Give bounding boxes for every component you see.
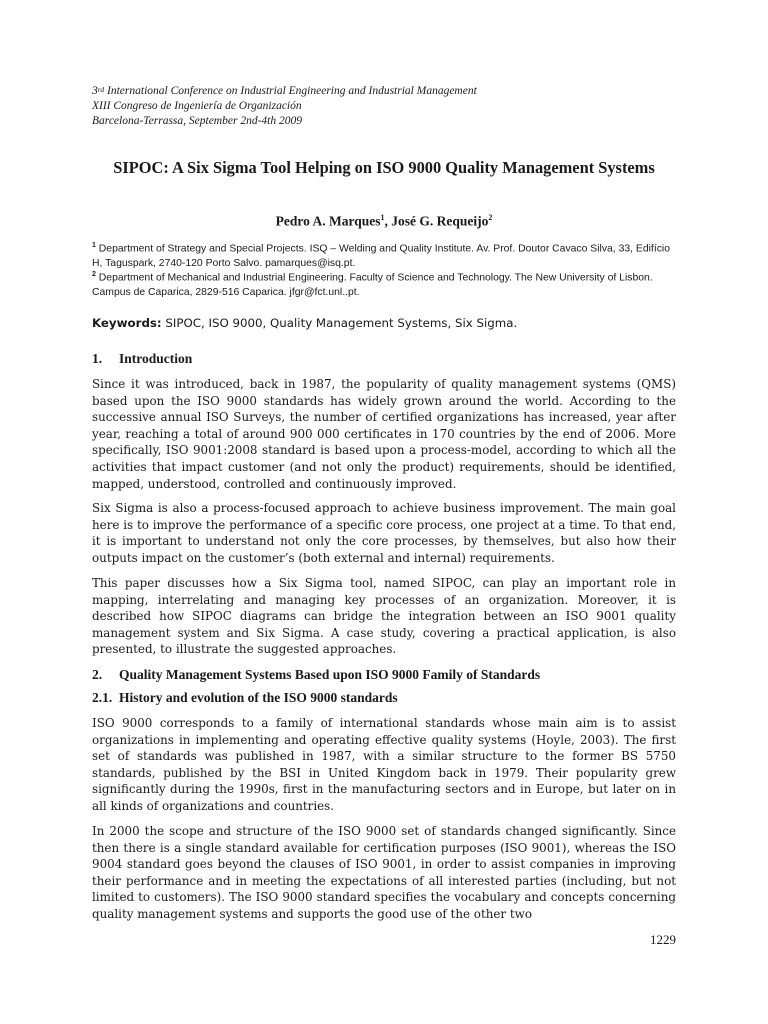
keywords-label: Keywords: bbox=[92, 316, 162, 330]
conference-line-1: 3rd International Conference on Industrial Engineering and Industrial Management bbox=[92, 85, 477, 97]
affiliation-1: $^1$ Department of Strategy and Special Projects. ISQ – Welding and Quality Institute. Av. Prof. Doutor Cavaco Silva, 33, Edifício H, Taguspark, 2740-120 Porto Salvo. pamarques@isq.pt. bbox=[92, 242, 670, 269]
paragraph-4: ISO 9000 corresponds to a family of international standards whose main aim is to assist organizations in implementing and operating effective quality systems (Hoyle, 2003). The first set of standards was published in 1987, with a similar structure to the former BS 5750 standards, published by the BSI in United Kingdom back in 1979. Their popularity grew significantly during the 1990s, first in the manufacturing sectors and in Europe, but later on in all kinds of organizations and countries. bbox=[92, 716, 676, 813]
paper-title: SIPOC: A Six Sigma Tool Helping on ISO 9000 Quality Management Systems bbox=[113, 158, 655, 177]
conference-line-2: XIII Congreso de Ingeniería de Organización bbox=[92, 100, 302, 112]
affiliation-2: $^2$ Department of Mechanical and Industrial Engineering. Faculty of Science and Technology. The New University of Lisbon. Campus de Caparica, 2829-516 Caparica. jfgr@fct.unl..pt. bbox=[92, 271, 653, 298]
section-heading-qms: 2. Quality Management Systems Based upon ISO 9000 Family of Standards bbox=[92, 667, 541, 682]
page-number: 1229 bbox=[650, 932, 676, 947]
paragraph-3: This paper discusses how a Six Sigma tool, named SIPOC, can play an important role in mapping, interrelating and managing key processes of an organization. Moreover, it is described how SIPOC diagrams can bridge the integration between an ISO 9001 quality management system and Six Sigma. A case study, covering a practical application, is also presented, to illustrate the suggested approaches. bbox=[92, 576, 676, 657]
keywords-text: SIPOC, ISO 9000, Quality Management Systems, Six Sigma. bbox=[161, 316, 518, 330]
paragraph-5: In 2000 the scope and structure of the ISO 9000 set of standards changed significantly. Since then there is a single standard available for certification purposes (ISO 9001), whereas the ISO 9004 standard goes beyond the clauses of ISO 9001, in order to assist companies in improving their performance and in meeting the expectations of all interested parties (including, but not limited to customers). The ISO 9000 standard specifies the vocabulary and concepts concerning quality management systems and supports the good use of the other two bbox=[92, 824, 676, 921]
paragraph-2: Six Sigma is also a process-focused approach to achieve business improvement. The main goal here is to improve the performance of a specific core process, one project at a time. To that end, it is important to understand not only the core processes, by themselves, but also how their outputs impact on the customer’s (both external and internal) requirements. bbox=[92, 501, 676, 565]
paragraph-1: Since it was introduced, back in 1987, the popularity of quality management systems (QMS) based upon the ISO 9000 standards has widely grown around the world. According to the successive annual ISO Surveys, the number of certified organizations has increased, year after year, reaching a total of around 900 000 certificates in 170 countries by the end of 2006. More specifically, ISO 9001:2008 standard is based upon a process-model, according to which all the activities that impact customer (and not only the product) requirements, should be identified, mapped, understood, controlled and continuously improved. bbox=[92, 377, 676, 491]
section-heading-introduction: 1. Introduction bbox=[92, 351, 193, 366]
conference-line-3: Barcelona-Terrassa, September 2nd-4th 2009 bbox=[92, 115, 302, 127]
authors: Pedro A. Marques$^1$, José G. Requeijo$^2$ bbox=[275, 213, 493, 229]
conference-header bbox=[92, 84, 692, 129]
subsection-heading-history: 2.1. History and evolution of the ISO 9000 standards bbox=[92, 690, 398, 705]
keywords bbox=[92, 315, 676, 331]
